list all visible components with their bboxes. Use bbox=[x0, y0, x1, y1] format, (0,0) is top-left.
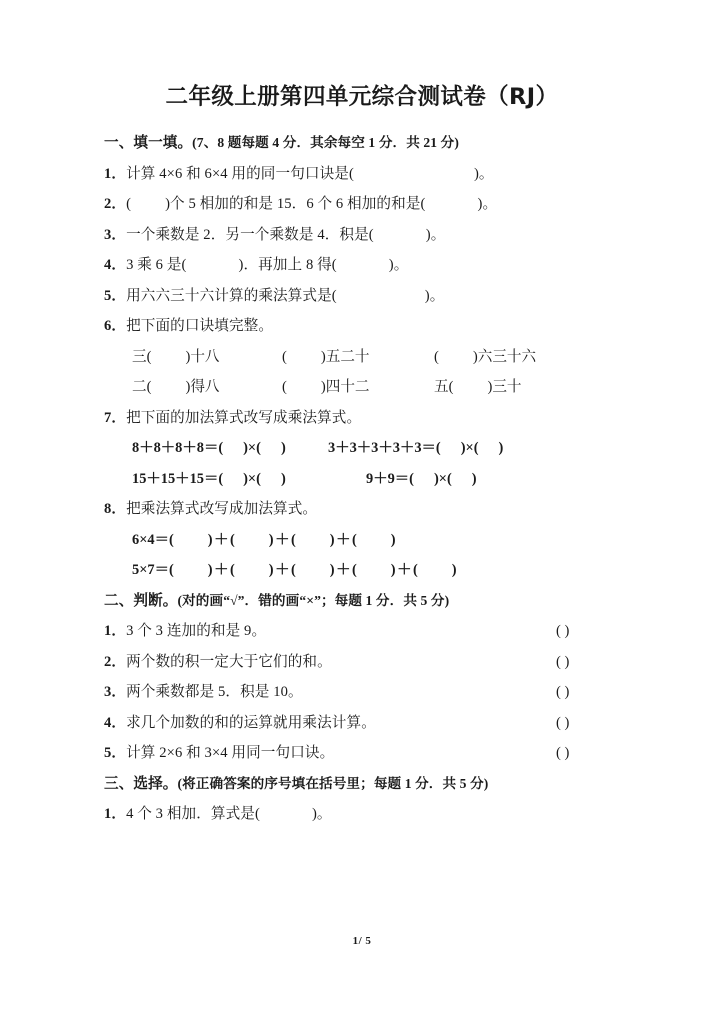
plus-sign: ＋ bbox=[336, 531, 351, 548]
mnemonic-row-1 bbox=[104, 342, 616, 373]
mnemonic-cell bbox=[434, 372, 522, 403]
question-2-4 bbox=[104, 708, 616, 739]
question-middle: )．再加上 8 得( bbox=[238, 257, 337, 273]
question-tail: )。 bbox=[477, 196, 498, 212]
plus-sign: ＋ bbox=[336, 562, 351, 578]
question-text: 计算 2×6 和 3×4 用同一句口诀。 bbox=[126, 745, 335, 761]
mnemonic-prefix: 二( bbox=[132, 379, 152, 395]
question-text: 两个乘数都是 5．积是 10。 bbox=[126, 684, 303, 700]
judgement-answer-box[interactable]: ( ) bbox=[556, 653, 570, 670]
question-number: 7． bbox=[104, 409, 127, 426]
formula-expression: 9＋9＝( bbox=[366, 470, 414, 487]
question-2-1 bbox=[104, 616, 616, 647]
question-1-4 bbox=[104, 250, 616, 281]
add-to-mul-row-2 bbox=[104, 464, 616, 495]
question-text: 4 个 3 相加．算式是( bbox=[126, 806, 260, 822]
question-1-2 bbox=[104, 189, 616, 220]
mnemonic-prefix: ( bbox=[434, 348, 439, 365]
question-number: 2． bbox=[104, 196, 127, 212]
mnemonic-cell bbox=[434, 342, 536, 373]
question-number: 5． bbox=[104, 287, 127, 304]
question-3-1 bbox=[104, 799, 616, 830]
page-title: 二年级上册第四单元综合测试卷（RJ） bbox=[165, 84, 559, 110]
section-label-two: 二、判断。 bbox=[104, 592, 178, 609]
question-number: 1． bbox=[104, 165, 127, 182]
formula-left bbox=[132, 464, 286, 495]
plus-sign: ＋ bbox=[397, 562, 412, 578]
formula-operator: )×( bbox=[460, 440, 479, 456]
mnemonic-suffix: )三十 bbox=[487, 379, 522, 395]
judgement-answer-box[interactable]: ( ) bbox=[556, 684, 570, 700]
formula-end: ) bbox=[280, 470, 286, 487]
question-1-1 bbox=[104, 159, 616, 190]
mul-to-add-row-1 bbox=[104, 525, 616, 556]
question-text: 求几个加数的和的运算就用乘法计算。 bbox=[126, 714, 376, 731]
question-text: 用六六三十六计算的乘法算式是( bbox=[126, 287, 337, 304]
question-1-6 bbox=[104, 311, 616, 342]
formula-right bbox=[366, 464, 477, 495]
mnemonic-prefix: 三( bbox=[132, 348, 152, 365]
formula-right bbox=[328, 433, 503, 464]
mnemonic-cell bbox=[132, 342, 220, 373]
mnemonic-cell bbox=[282, 342, 370, 373]
mnemonic-prefix: ( bbox=[282, 348, 287, 365]
page-number: 1/ 5 bbox=[352, 935, 372, 947]
worksheet-body bbox=[104, 128, 616, 830]
mnemonic-suffix: )得八 bbox=[185, 379, 220, 395]
mnemonic-suffix: )五二十 bbox=[320, 348, 370, 365]
mnemonic-suffix: )四十二 bbox=[320, 379, 370, 395]
question-number: 4． bbox=[104, 714, 127, 731]
formula-end: ) bbox=[451, 562, 457, 578]
question-text: 计算 4×6 和 6×4 用的同一句口诀是( bbox=[126, 165, 354, 182]
question-number: 4． bbox=[104, 257, 127, 273]
question-number: 3． bbox=[104, 684, 127, 700]
section-heading-fill-in bbox=[104, 128, 616, 159]
question-text: 3 个 3 连加的和是 9。 bbox=[126, 623, 267, 639]
section-label-one: 一、填一填。 bbox=[104, 135, 193, 151]
question-2-2 bbox=[104, 647, 616, 678]
section-note-two: (对的画“√”．错的画“×”；每题 1 分．共 5 分) bbox=[177, 592, 450, 608]
question-number: 1． bbox=[104, 806, 127, 822]
question-1-3 bbox=[104, 220, 616, 251]
question-text: 把下面的加法算式改写成乘法算式。 bbox=[126, 409, 362, 426]
mnemonic-cell bbox=[282, 372, 370, 403]
section-heading-judgement bbox=[104, 586, 616, 617]
formula-operator: )×( bbox=[433, 470, 452, 487]
question-text: 两个数的积一定大于它们的和。 bbox=[126, 653, 332, 670]
plus-sign: ＋ bbox=[275, 531, 290, 548]
judgement-answer-box[interactable]: ( ) bbox=[556, 714, 570, 731]
mnemonic-cell bbox=[132, 372, 220, 403]
question-number: 2． bbox=[104, 653, 127, 670]
question-number: 1． bbox=[104, 623, 127, 639]
question-1-7 bbox=[104, 403, 616, 434]
formula-end: ) bbox=[498, 440, 504, 456]
question-2-3 bbox=[104, 677, 616, 708]
judgement-answer-box[interactable]: ( ) bbox=[556, 745, 570, 761]
question-lead-paren: ( bbox=[126, 196, 132, 212]
question-tail: )。 bbox=[311, 806, 332, 822]
formula-end: ) bbox=[280, 440, 286, 456]
question-tail: )。 bbox=[388, 257, 409, 273]
question-text: )个 5 相加的和是 15．6 个 6 相加的和是( bbox=[165, 196, 426, 212]
question-text: 3 乘 6 是( bbox=[126, 257, 187, 273]
section-note-three: (将正确答案的序号填在括号里；每题 1 分．共 5 分) bbox=[177, 775, 489, 791]
formula-end: ) bbox=[471, 470, 477, 487]
mul-to-add-row-2 bbox=[104, 555, 616, 586]
mnemonic-suffix: )六三十六 bbox=[472, 348, 537, 365]
question-2-5 bbox=[104, 738, 616, 769]
judgement-answer-box[interactable]: ( ) bbox=[556, 623, 570, 639]
formula-left bbox=[132, 433, 286, 464]
question-text: 一个乘数是 2．另一个乘数是 4．积是( bbox=[126, 226, 374, 243]
question-1-8 bbox=[104, 494, 616, 525]
formula-end: ) bbox=[390, 531, 396, 548]
formula-expression: 5×7＝( bbox=[132, 562, 174, 578]
formula-operator: )×( bbox=[243, 440, 261, 456]
mnemonic-suffix: )十八 bbox=[185, 348, 220, 365]
mnemonic-prefix: ( bbox=[282, 379, 287, 395]
question-number: 3． bbox=[104, 226, 127, 243]
question-number: 6． bbox=[104, 318, 127, 334]
question-1-5 bbox=[104, 281, 616, 312]
section-label-three: 三、选择。 bbox=[104, 775, 178, 792]
question-text: 把下面的口诀填完整。 bbox=[126, 318, 274, 334]
question-tail: )。 bbox=[473, 165, 494, 182]
question-tail: )。 bbox=[424, 287, 445, 304]
section-heading-choice bbox=[104, 769, 616, 800]
question-number: 8． bbox=[104, 501, 127, 517]
question-number: 5． bbox=[104, 745, 127, 761]
formula-expression: 3＋3＋3＋3＋3＝( bbox=[328, 440, 441, 456]
question-text: 把乘法算式改写成加法算式。 bbox=[126, 501, 318, 517]
mnemonic-prefix: 五( bbox=[434, 379, 454, 395]
question-tail: )。 bbox=[425, 226, 446, 243]
plus-sign: ＋ bbox=[214, 531, 229, 548]
formula-line: 6×4＝( ) ＋ ( ) ＋ ( ) ＋ ( ) bbox=[132, 531, 396, 548]
section-note-one: (7、8 题每题 4 分．其余每空 1 分．共 21 分) bbox=[192, 135, 460, 150]
mnemonic-row-2 bbox=[104, 372, 616, 403]
add-to-mul-row-1 bbox=[104, 433, 616, 464]
plus-sign: ＋ bbox=[214, 562, 229, 578]
formula-expression: 6×4＝( bbox=[132, 531, 174, 548]
formula-line: 5×7＝( ) ＋ ( ) ＋ ( ) ＋ ( ) ＋ ( ) bbox=[132, 562, 457, 578]
formula-expression: 8＋8＋8＋8＝( bbox=[132, 440, 224, 456]
formula-expression: 15＋15＋15＝( bbox=[132, 470, 224, 487]
formula-operator: )×( bbox=[243, 470, 261, 487]
plus-sign: ＋ bbox=[275, 562, 290, 578]
